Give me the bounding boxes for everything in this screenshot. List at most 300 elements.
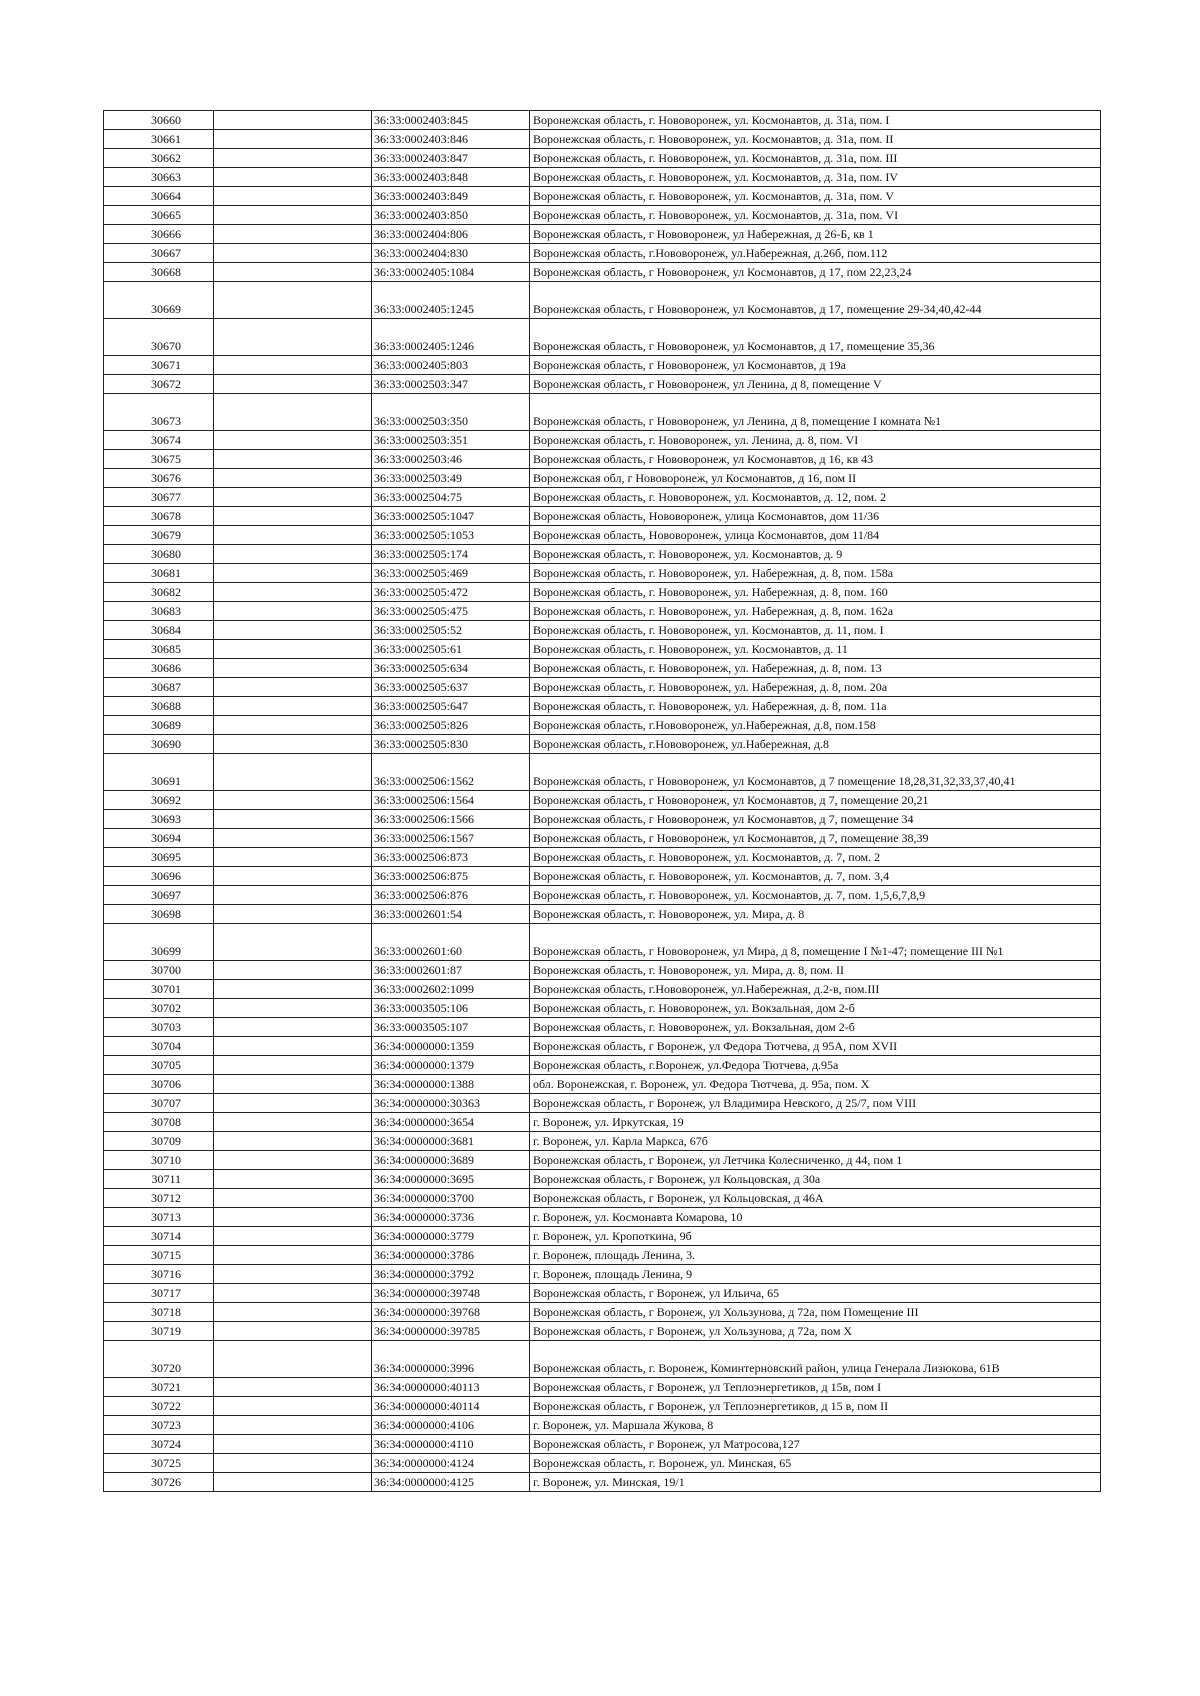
empty-cell	[214, 1094, 372, 1113]
empty-cell	[214, 206, 372, 225]
row-number-cell: 30690	[104, 735, 214, 754]
row-number-cell: 30707	[104, 1094, 214, 1113]
address-cell: Воронежская область, г. Нововоронеж, ул. Космонавтов, д. 31а, пом. II	[530, 130, 1101, 149]
row-number-cell: 30720	[104, 1341, 214, 1378]
address-cell: Воронежская область, г Воронеж, ул Федора Тютчева, д 95А, пом XVII	[530, 1037, 1101, 1056]
address-cell: Воронежская область, г. Нововоронеж, ул. Космонавтов, д. 31а, пом. I	[530, 111, 1101, 130]
table-row	[104, 678, 1101, 697]
table-row	[104, 1322, 1101, 1341]
row-number-cell: 30689	[104, 716, 214, 735]
table-row	[104, 488, 1101, 507]
empty-cell	[214, 1341, 372, 1378]
table-row	[104, 999, 1101, 1018]
empty-cell	[214, 431, 372, 450]
cadastral-number-cell: 36:34:0000000:1359	[372, 1037, 530, 1056]
address-cell: Воронежская область, г Нововоронеж, ул Космонавтов, д 19а	[530, 356, 1101, 375]
table-row	[104, 206, 1101, 225]
address-cell: г. Воронеж, ул. Кропоткина, 9б	[530, 1227, 1101, 1246]
row-number-cell: 30675	[104, 450, 214, 469]
address-cell: Воронежская область, г Нововоронеж, ул Ленина, д 8, помещение I комната №1	[530, 394, 1101, 431]
address-cell: Воронежская область, г Нововоронеж, ул Космонавтов, д 17, пом 22,23,24	[530, 263, 1101, 282]
address-cell: г. Воронеж, ул. Карла Маркса, 67б	[530, 1132, 1101, 1151]
table-row	[104, 263, 1101, 282]
address-cell: Воронежская область, г Воронеж, ул Хользунова, д 72а, пом Помещение III	[530, 1303, 1101, 1322]
address-cell: Воронежская область, г. Нововоронеж, ул. Космонавтов, д. 31а, пом. IV	[530, 168, 1101, 187]
row-number-cell: 30668	[104, 263, 214, 282]
cadastral-number-cell: 36:34:0000000:39768	[372, 1303, 530, 1322]
empty-cell	[214, 545, 372, 564]
empty-cell	[214, 130, 372, 149]
address-cell: Воронежская область, г. Нововоронеж, ул. Набережная, д. 8, пом. 13	[530, 659, 1101, 678]
address-cell: Воронежская область, г Воронеж, ул Ильича, 65	[530, 1284, 1101, 1303]
cadastral-number-cell: 36:33:0002506:875	[372, 867, 530, 886]
cadastral-number-cell: 36:33:0002505:61	[372, 640, 530, 659]
cadastral-number-cell: 36:34:0000000:3689	[372, 1151, 530, 1170]
address-cell: Воронежская область, г Нововоронеж, ул Космонавтов, д 17, помещение 35,36	[530, 319, 1101, 356]
address-cell: Воронежская область, г.Нововоронеж, ул.Набережная, д.8, пом.158	[530, 716, 1101, 735]
row-number-cell: 30680	[104, 545, 214, 564]
cadastral-number-cell: 36:34:0000000:3654	[372, 1113, 530, 1132]
address-cell: Воронежская область, г. Нововоронеж, ул. Космонавтов, д. 7, пом. 2	[530, 848, 1101, 867]
document-page	[103, 110, 1100, 1492]
table-row	[104, 1094, 1101, 1113]
empty-cell	[214, 1056, 372, 1075]
table-row	[104, 1056, 1101, 1075]
row-number-cell: 30686	[104, 659, 214, 678]
cadastral-number-cell: 36:33:0002602:1099	[372, 980, 530, 999]
row-number-cell: 30703	[104, 1018, 214, 1037]
table-row	[104, 244, 1101, 263]
cadastral-number-cell: 36:34:0000000:3681	[372, 1132, 530, 1151]
empty-cell	[214, 1151, 372, 1170]
table-row	[104, 1132, 1101, 1151]
row-number-cell: 30716	[104, 1265, 214, 1284]
cadastral-number-cell: 36:34:0000000:3736	[372, 1208, 530, 1227]
address-cell: Воронежская область, г. Нововоронеж, ул. Космонавтов, д. 11	[530, 640, 1101, 659]
empty-cell	[214, 488, 372, 507]
row-number-cell: 30699	[104, 924, 214, 961]
row-number-cell: 30701	[104, 980, 214, 999]
cadastral-number-cell: 36:33:0002601:60	[372, 924, 530, 961]
cadastral-number-cell: 36:34:0000000:4124	[372, 1454, 530, 1473]
address-cell: г. Воронеж, ул. Космонавта Комарова, 10	[530, 1208, 1101, 1227]
row-number-cell: 30682	[104, 583, 214, 602]
empty-cell	[214, 111, 372, 130]
empty-cell	[214, 848, 372, 867]
address-cell: Воронежская область, г Воронеж, ул Теплоэнергетиков, д 15в, пом I	[530, 1378, 1101, 1397]
row-number-cell: 30687	[104, 678, 214, 697]
table-row	[104, 1113, 1101, 1132]
table-row	[104, 961, 1101, 980]
table-row	[104, 848, 1101, 867]
row-number-cell: 30678	[104, 507, 214, 526]
row-number-cell: 30706	[104, 1075, 214, 1094]
cadastral-number-cell: 36:33:0002505:472	[372, 583, 530, 602]
cadastral-number-cell: 36:33:0002405:1246	[372, 319, 530, 356]
table-row	[104, 168, 1101, 187]
cadastral-number-cell: 36:33:0002506:873	[372, 848, 530, 867]
table-row	[104, 1037, 1101, 1056]
cadastral-number-cell: 36:33:0002601:87	[372, 961, 530, 980]
address-cell: Воронежская область, г Нововоронеж, ул Мира, д 8, помещение I №1-47; помещение III №1	[530, 924, 1101, 961]
row-number-cell: 30725	[104, 1454, 214, 1473]
cadastral-number-cell: 36:33:0002503:351	[372, 431, 530, 450]
row-number-cell: 30691	[104, 754, 214, 791]
cadastral-number-cell: 36:33:0002601:54	[372, 905, 530, 924]
row-number-cell: 30688	[104, 697, 214, 716]
table-row	[104, 1265, 1101, 1284]
row-number-cell: 30714	[104, 1227, 214, 1246]
cadastral-number-cell: 36:33:0002403:845	[372, 111, 530, 130]
row-number-cell: 30713	[104, 1208, 214, 1227]
table-row	[104, 564, 1101, 583]
row-number-cell: 30726	[104, 1473, 214, 1492]
table-row	[104, 1284, 1101, 1303]
table-row	[104, 130, 1101, 149]
empty-cell	[214, 450, 372, 469]
table-row	[104, 1246, 1101, 1265]
row-number-cell: 30694	[104, 829, 214, 848]
table-row	[104, 1397, 1101, 1416]
row-number-cell: 30700	[104, 961, 214, 980]
empty-cell	[214, 810, 372, 829]
empty-cell	[214, 526, 372, 545]
table-row	[104, 905, 1101, 924]
row-number-cell: 30674	[104, 431, 214, 450]
row-number-cell: 30673	[104, 394, 214, 431]
address-cell: обл. Воронежская, г. Воронеж, ул. Федора Тютчева, д. 95а, пом. X	[530, 1075, 1101, 1094]
row-number-cell: 30666	[104, 225, 214, 244]
empty-cell	[214, 829, 372, 848]
row-number-cell: 30697	[104, 886, 214, 905]
row-number-cell: 30676	[104, 469, 214, 488]
empty-cell	[214, 640, 372, 659]
address-cell: Воронежская область, г. Нововоронеж, ул. Космонавтов, д. 31а, пом. III	[530, 149, 1101, 168]
row-number-cell: 30717	[104, 1284, 214, 1303]
address-cell: Воронежская область, г Нововоронеж, ул Ленина, д 8, помещение V	[530, 375, 1101, 394]
table-row	[104, 187, 1101, 206]
row-number-cell: 30724	[104, 1435, 214, 1454]
cadastral-number-cell: 36:34:0000000:3786	[372, 1246, 530, 1265]
row-number-cell: 30660	[104, 111, 214, 130]
empty-cell	[214, 356, 372, 375]
row-number-cell: 30705	[104, 1056, 214, 1075]
cadastral-number-cell: 36:33:0002505:475	[372, 602, 530, 621]
empty-cell	[214, 999, 372, 1018]
address-cell: г. Воронеж, площадь Ленина, 9	[530, 1265, 1101, 1284]
cadastral-number-cell: 36:34:0000000:3779	[372, 1227, 530, 1246]
address-cell: Воронежская область, г Воронеж, ул Летчика Колесниченко, д 44, пом 1	[530, 1151, 1101, 1170]
address-cell: Воронежская область, г Воронеж, ул Владимира Невского, д 25/7, пом VIII	[530, 1094, 1101, 1113]
empty-cell	[214, 867, 372, 886]
row-number-cell: 30669	[104, 282, 214, 319]
row-number-cell: 30662	[104, 149, 214, 168]
row-number-cell: 30679	[104, 526, 214, 545]
address-cell: Воронежская область, г Нововоронеж, ул Космонавтов, д 7 помещение 18,28,31,32,33,37,40,41	[530, 754, 1101, 791]
table-row	[104, 282, 1101, 319]
table-row	[104, 450, 1101, 469]
address-cell: Воронежская область, г.Нововоронеж, ул.Набережная, д.8	[530, 735, 1101, 754]
address-cell: Воронежская область, г. Нововоронеж, ул. Набережная, д. 8, пом. 20а	[530, 678, 1101, 697]
table-row	[104, 829, 1101, 848]
address-cell: Воронежская область, Нововоронеж, улица Космонавтов, дом 11/36	[530, 507, 1101, 526]
address-cell: Воронежская область, г. Воронеж, Коминтерновский район, улица Генерала Лизюкова, 61В	[530, 1341, 1101, 1378]
empty-cell	[214, 1170, 372, 1189]
table-row	[104, 225, 1101, 244]
table-row	[104, 697, 1101, 716]
address-cell: Воронежская область, г. Нововоронеж, ул. Космонавтов, д. 9	[530, 545, 1101, 564]
table-row	[104, 659, 1101, 678]
row-number-cell: 30712	[104, 1189, 214, 1208]
empty-cell	[214, 602, 372, 621]
empty-cell	[214, 735, 372, 754]
empty-cell	[214, 961, 372, 980]
table-row	[104, 1341, 1101, 1378]
row-number-cell: 30708	[104, 1113, 214, 1132]
empty-cell	[214, 1208, 372, 1227]
table-row	[104, 1435, 1101, 1454]
cadastral-number-cell: 36:33:0002403:850	[372, 206, 530, 225]
table-row	[104, 1416, 1101, 1435]
address-cell: Воронежская область, г. Нововоронеж, ул. Набережная, д. 8, пом. 11а	[530, 697, 1101, 716]
cadastral-number-cell: 36:34:0000000:30363	[372, 1094, 530, 1113]
address-cell: г. Воронеж, ул. Маршала Жукова, 8	[530, 1416, 1101, 1435]
table-body	[104, 111, 1101, 1492]
cadastral-number-cell: 36:33:0002505:830	[372, 735, 530, 754]
empty-cell	[214, 1397, 372, 1416]
table-row	[104, 583, 1101, 602]
table-row	[104, 791, 1101, 810]
row-number-cell: 30663	[104, 168, 214, 187]
empty-cell	[214, 1435, 372, 1454]
cadastral-number-cell: 36:34:0000000:4110	[372, 1435, 530, 1454]
cadastral-number-cell: 36:33:0002403:848	[372, 168, 530, 187]
cadastral-number-cell: 36:34:0000000:40113	[372, 1378, 530, 1397]
empty-cell	[214, 1322, 372, 1341]
address-cell: Воронежская обл, г Нововоронеж, ул Космонавтов, д 16, пом II	[530, 469, 1101, 488]
cadastral-number-cell: 36:33:0002505:647	[372, 697, 530, 716]
address-cell: Воронежская область, г Воронеж, ул Хользунова, д 72а, пом X	[530, 1322, 1101, 1341]
address-cell: Воронежская область, г Нововоронеж, ул Космонавтов, д 7, помещение 34	[530, 810, 1101, 829]
address-cell: Воронежская область, г. Нововоронеж, ул. Мира, д. 8, пом. II	[530, 961, 1101, 980]
address-cell: Воронежская область, г. Нововоронеж, ул. Набережная, д. 8, пом. 158а	[530, 564, 1101, 583]
address-cell: Воронежская область, г Нововоронеж, ул Космонавтов, д 16, кв 43	[530, 450, 1101, 469]
table-row	[104, 1151, 1101, 1170]
cadastral-number-cell: 36:34:0000000:39748	[372, 1284, 530, 1303]
cadastral-number-cell: 36:33:0002504:75	[372, 488, 530, 507]
cadastral-number-cell: 36:33:0002503:350	[372, 394, 530, 431]
table-row	[104, 810, 1101, 829]
table-row	[104, 1189, 1101, 1208]
cadastral-number-cell: 36:33:0002506:876	[372, 886, 530, 905]
cadastral-number-cell: 36:33:0003505:107	[372, 1018, 530, 1037]
cadastral-number-cell: 36:33:0002506:1564	[372, 791, 530, 810]
address-cell: Воронежская область, г.Нововоронеж, ул.Набережная, д.2-в, пом.III	[530, 980, 1101, 999]
table-row	[104, 1473, 1101, 1492]
address-cell: Воронежская область, г Нововоронеж, ул Космонавтов, д 17, помещение 29-34,40,42-44	[530, 282, 1101, 319]
table-row	[104, 319, 1101, 356]
table-row	[104, 507, 1101, 526]
table-row	[104, 735, 1101, 754]
address-cell: Воронежская область, г. Нововоронеж, ул. Космонавтов, д. 12, пом. 2	[530, 488, 1101, 507]
address-cell: Воронежская область, г. Воронеж, ул. Минская, 65	[530, 1454, 1101, 1473]
row-number-cell: 30698	[104, 905, 214, 924]
empty-cell	[214, 564, 372, 583]
empty-cell	[214, 263, 372, 282]
row-number-cell: 30704	[104, 1037, 214, 1056]
empty-cell	[214, 697, 372, 716]
empty-cell	[214, 1473, 372, 1492]
address-cell: Воронежская область, г Воронеж, ул Кольцовская, д 30а	[530, 1170, 1101, 1189]
row-number-cell: 30692	[104, 791, 214, 810]
empty-cell	[214, 394, 372, 431]
table-row	[104, 1378, 1101, 1397]
address-cell: Воронежская область, г Нововоронеж, ул Космонавтов, д 7, помещение 20,21	[530, 791, 1101, 810]
empty-cell	[214, 1018, 372, 1037]
row-number-cell: 30681	[104, 564, 214, 583]
table-row	[104, 394, 1101, 431]
address-cell: Воронежская область, г. Нововоронеж, ул. Мира, д. 8	[530, 905, 1101, 924]
cadastral-number-cell: 36:33:0002503:46	[372, 450, 530, 469]
address-cell: Воронежская область, г. Нововоронеж, ул. Набережная, д. 8, пом. 160	[530, 583, 1101, 602]
empty-cell	[214, 659, 372, 678]
table-row	[104, 545, 1101, 564]
cadastral-number-cell: 36:33:0002405:803	[372, 356, 530, 375]
table-row	[104, 602, 1101, 621]
row-number-cell: 30710	[104, 1151, 214, 1170]
address-cell: г. Воронеж, ул. Иркутская, 19	[530, 1113, 1101, 1132]
row-number-cell: 30695	[104, 848, 214, 867]
address-cell: Воронежская область, г. Нововоронеж, ул. Вокзальная, дом 2-б	[530, 999, 1101, 1018]
row-number-cell: 30672	[104, 375, 214, 394]
empty-cell	[214, 168, 372, 187]
row-number-cell: 30667	[104, 244, 214, 263]
row-number-cell: 30693	[104, 810, 214, 829]
row-number-cell: 30683	[104, 602, 214, 621]
empty-cell	[214, 1132, 372, 1151]
row-number-cell: 30670	[104, 319, 214, 356]
cadastral-number-cell: 36:33:0002503:347	[372, 375, 530, 394]
empty-cell	[214, 375, 372, 394]
address-cell: Воронежская область, г. Нововоронеж, ул. Космонавтов, д. 7, пом. 3,4	[530, 867, 1101, 886]
cadastral-number-cell: 36:33:0002505:469	[372, 564, 530, 583]
empty-cell	[214, 1037, 372, 1056]
cadastral-number-cell: 36:33:0002506:1567	[372, 829, 530, 848]
address-cell: Воронежская область, г Воронеж, ул Матросова,127	[530, 1435, 1101, 1454]
cadastral-number-cell: 36:34:0000000:1388	[372, 1075, 530, 1094]
empty-cell	[214, 244, 372, 263]
table-row	[104, 431, 1101, 450]
empty-cell	[214, 583, 372, 602]
table-row	[104, 886, 1101, 905]
empty-cell	[214, 1265, 372, 1284]
property-registry-table	[103, 110, 1101, 1492]
empty-cell	[214, 1189, 372, 1208]
address-cell: Воронежская область, г Нововоронеж, ул Набережная, д 26-Б, кв 1	[530, 225, 1101, 244]
table-row	[104, 375, 1101, 394]
table-row	[104, 1454, 1101, 1473]
empty-cell	[214, 621, 372, 640]
empty-cell	[214, 1303, 372, 1322]
row-number-cell: 30709	[104, 1132, 214, 1151]
empty-cell	[214, 1284, 372, 1303]
empty-cell	[214, 980, 372, 999]
row-number-cell: 30719	[104, 1322, 214, 1341]
table-row	[104, 111, 1101, 130]
address-cell: Воронежская область, г. Нововоронеж, ул. Космонавтов, д. 7, пом. 1,5,6,7,8,9	[530, 886, 1101, 905]
address-cell: Воронежская область, г. Нововоронеж, ул. Набережная, д. 8, пом. 162а	[530, 602, 1101, 621]
cadastral-number-cell: 36:33:0002405:1084	[372, 263, 530, 282]
empty-cell	[214, 791, 372, 810]
cadastral-number-cell: 36:34:0000000:3695	[372, 1170, 530, 1189]
table-row	[104, 867, 1101, 886]
table-row	[104, 1303, 1101, 1322]
empty-cell	[214, 319, 372, 356]
cadastral-number-cell: 36:33:0002505:52	[372, 621, 530, 640]
table-row	[104, 716, 1101, 735]
address-cell: Воронежская область, г.Воронеж, ул.Федора Тютчева, д.95а	[530, 1056, 1101, 1075]
cadastral-number-cell: 36:33:0002403:847	[372, 149, 530, 168]
table-row	[104, 356, 1101, 375]
row-number-cell: 30671	[104, 356, 214, 375]
cadastral-number-cell: 36:34:0000000:3700	[372, 1189, 530, 1208]
row-number-cell: 30665	[104, 206, 214, 225]
table-row	[104, 526, 1101, 545]
empty-cell	[214, 469, 372, 488]
empty-cell	[214, 1075, 372, 1094]
cadastral-number-cell: 36:34:0000000:3792	[372, 1265, 530, 1284]
address-cell: Воронежская область, г Нововоронеж, ул Космонавтов, д 7, помещение 38,39	[530, 829, 1101, 848]
empty-cell	[214, 507, 372, 526]
row-number-cell: 30721	[104, 1378, 214, 1397]
empty-cell	[214, 1454, 372, 1473]
empty-cell	[214, 1227, 372, 1246]
row-number-cell: 30685	[104, 640, 214, 659]
cadastral-number-cell: 36:33:0002404:806	[372, 225, 530, 244]
row-number-cell: 30718	[104, 1303, 214, 1322]
cadastral-number-cell: 36:33:0002506:1566	[372, 810, 530, 829]
cadastral-number-cell: 36:34:0000000:39785	[372, 1322, 530, 1341]
cadastral-number-cell: 36:34:0000000:1379	[372, 1056, 530, 1075]
row-number-cell: 30711	[104, 1170, 214, 1189]
cadastral-number-cell: 36:33:0002506:1562	[372, 754, 530, 791]
table-row	[104, 640, 1101, 659]
address-cell: г. Воронеж, площадь Ленина, 3.	[530, 1246, 1101, 1265]
empty-cell	[214, 187, 372, 206]
table-row	[104, 1075, 1101, 1094]
row-number-cell: 30684	[104, 621, 214, 640]
address-cell: Воронежская область, г Воронеж, ул Кольцовская, д 46А	[530, 1189, 1101, 1208]
row-number-cell: 30677	[104, 488, 214, 507]
empty-cell	[214, 225, 372, 244]
cadastral-number-cell: 36:33:0003505:106	[372, 999, 530, 1018]
table-row	[104, 1170, 1101, 1189]
empty-cell	[214, 905, 372, 924]
cadastral-number-cell: 36:33:0002405:1245	[372, 282, 530, 319]
table-row	[104, 1208, 1101, 1227]
cadastral-number-cell: 36:33:0002505:637	[372, 678, 530, 697]
empty-cell	[214, 754, 372, 791]
cadastral-number-cell: 36:33:0002505:826	[372, 716, 530, 735]
cadastral-number-cell: 36:33:0002505:174	[372, 545, 530, 564]
empty-cell	[214, 282, 372, 319]
address-cell: Воронежская область, г. Нововоронеж, ул. Вокзальная, дом 2-б	[530, 1018, 1101, 1037]
table-row	[104, 924, 1101, 961]
table-row	[104, 1018, 1101, 1037]
cadastral-number-cell: 36:33:0002503:49	[372, 469, 530, 488]
address-cell: Воронежская область, г. Нововоронеж, ул. Ленина, д. 8, пом. VI	[530, 431, 1101, 450]
empty-cell	[214, 924, 372, 961]
